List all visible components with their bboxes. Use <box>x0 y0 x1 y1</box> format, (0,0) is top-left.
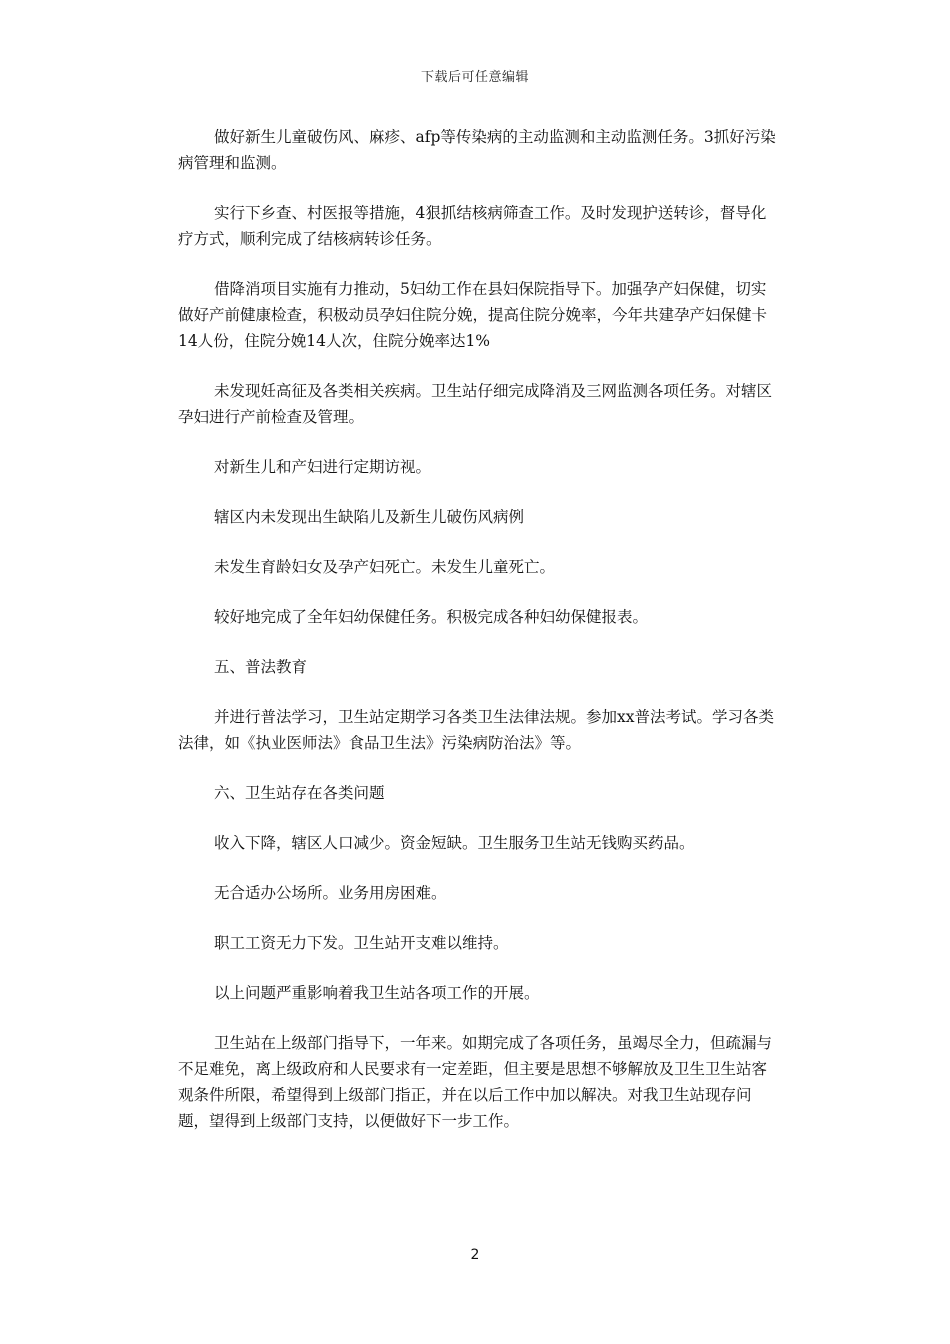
paragraph: 无合适办公场所。业务用房困难。 <box>214 884 447 902</box>
page-number: 2 <box>470 1247 480 1263</box>
paragraph: 做好新生儿童破伤风、麻疹、afp等传染病的主动监测和主动监测任务。3抓好污染病管理和监测。 <box>178 128 776 172</box>
paragraph: 未发生育龄妇女及孕产妇死亡。未发生儿童死亡。 <box>214 558 556 576</box>
paragraph: 收入下降，辖区人口减少。资金短缺。卫生服务卫生站无钱购买药品。 <box>214 834 695 852</box>
page-header: 下载后可任意编辑 <box>420 70 529 85</box>
paragraph: 对新生儿和产妇进行定期访视。 <box>214 458 432 476</box>
section-heading: 五、普法教育 <box>214 658 308 676</box>
section-heading: 六、卫生站存在各类问题 <box>214 784 385 802</box>
paragraph: 以上问题严重影响着我卫生站各项工作的开展。 <box>214 984 540 1002</box>
paragraph: 卫生站在上级部门指导下，一年来。如期完成了各项任务，虽竭尽全力，但疏漏与不足难免，离上级政府和人民要求有一定差距，但主要是思想不够解放及卫生卫生站客观条件所限，希望得到上级部门指正，并在以后工作中加以解决。对我卫生站现存问题，望得到上级部门支持，以便做好下一步工作。 <box>178 1034 773 1130</box>
paragraph: 较好地完成了全年妇幼保健任务。积极完成各种妇幼保健报表。 <box>214 608 649 626</box>
paragraph: 实行下乡查、村医报等措施，4狠抓结核病筛查工作。及时发现护送转诊，督导化疗方式，顺利完成了结核病转诊任务。 <box>178 204 767 248</box>
paragraph: 借降消项目实施有力推动，5妇幼工作在县妇保院指导下。加强孕产妇保健，切实做好产前健康检查，积极动员孕妇住院分娩，提高住院分娩率，今年共建孕产妇保健卡14人份，住院分娩14人次，住院分娩率达1% <box>178 280 768 350</box>
paragraph: 并进行普法学习，卫生站定期学习各类卫生法律法规。参加xx普法考试。学习各类法律，如《执业医师法》食品卫生法》污染病防治法》等。 <box>178 708 774 752</box>
paragraph: 职工工资无力下发。卫生站开支难以维持。 <box>214 934 509 952</box>
document-body <box>178 124 778 1158</box>
paragraph: 未发现妊高征及各类相关疾病。卫生站仔细完成降消及三网监测各项任务。对辖区孕妇进行产前检查及管理。 <box>178 382 773 426</box>
paragraph: 辖区内未发现出生缺陷儿及新生儿破伤风病例 <box>214 508 525 526</box>
